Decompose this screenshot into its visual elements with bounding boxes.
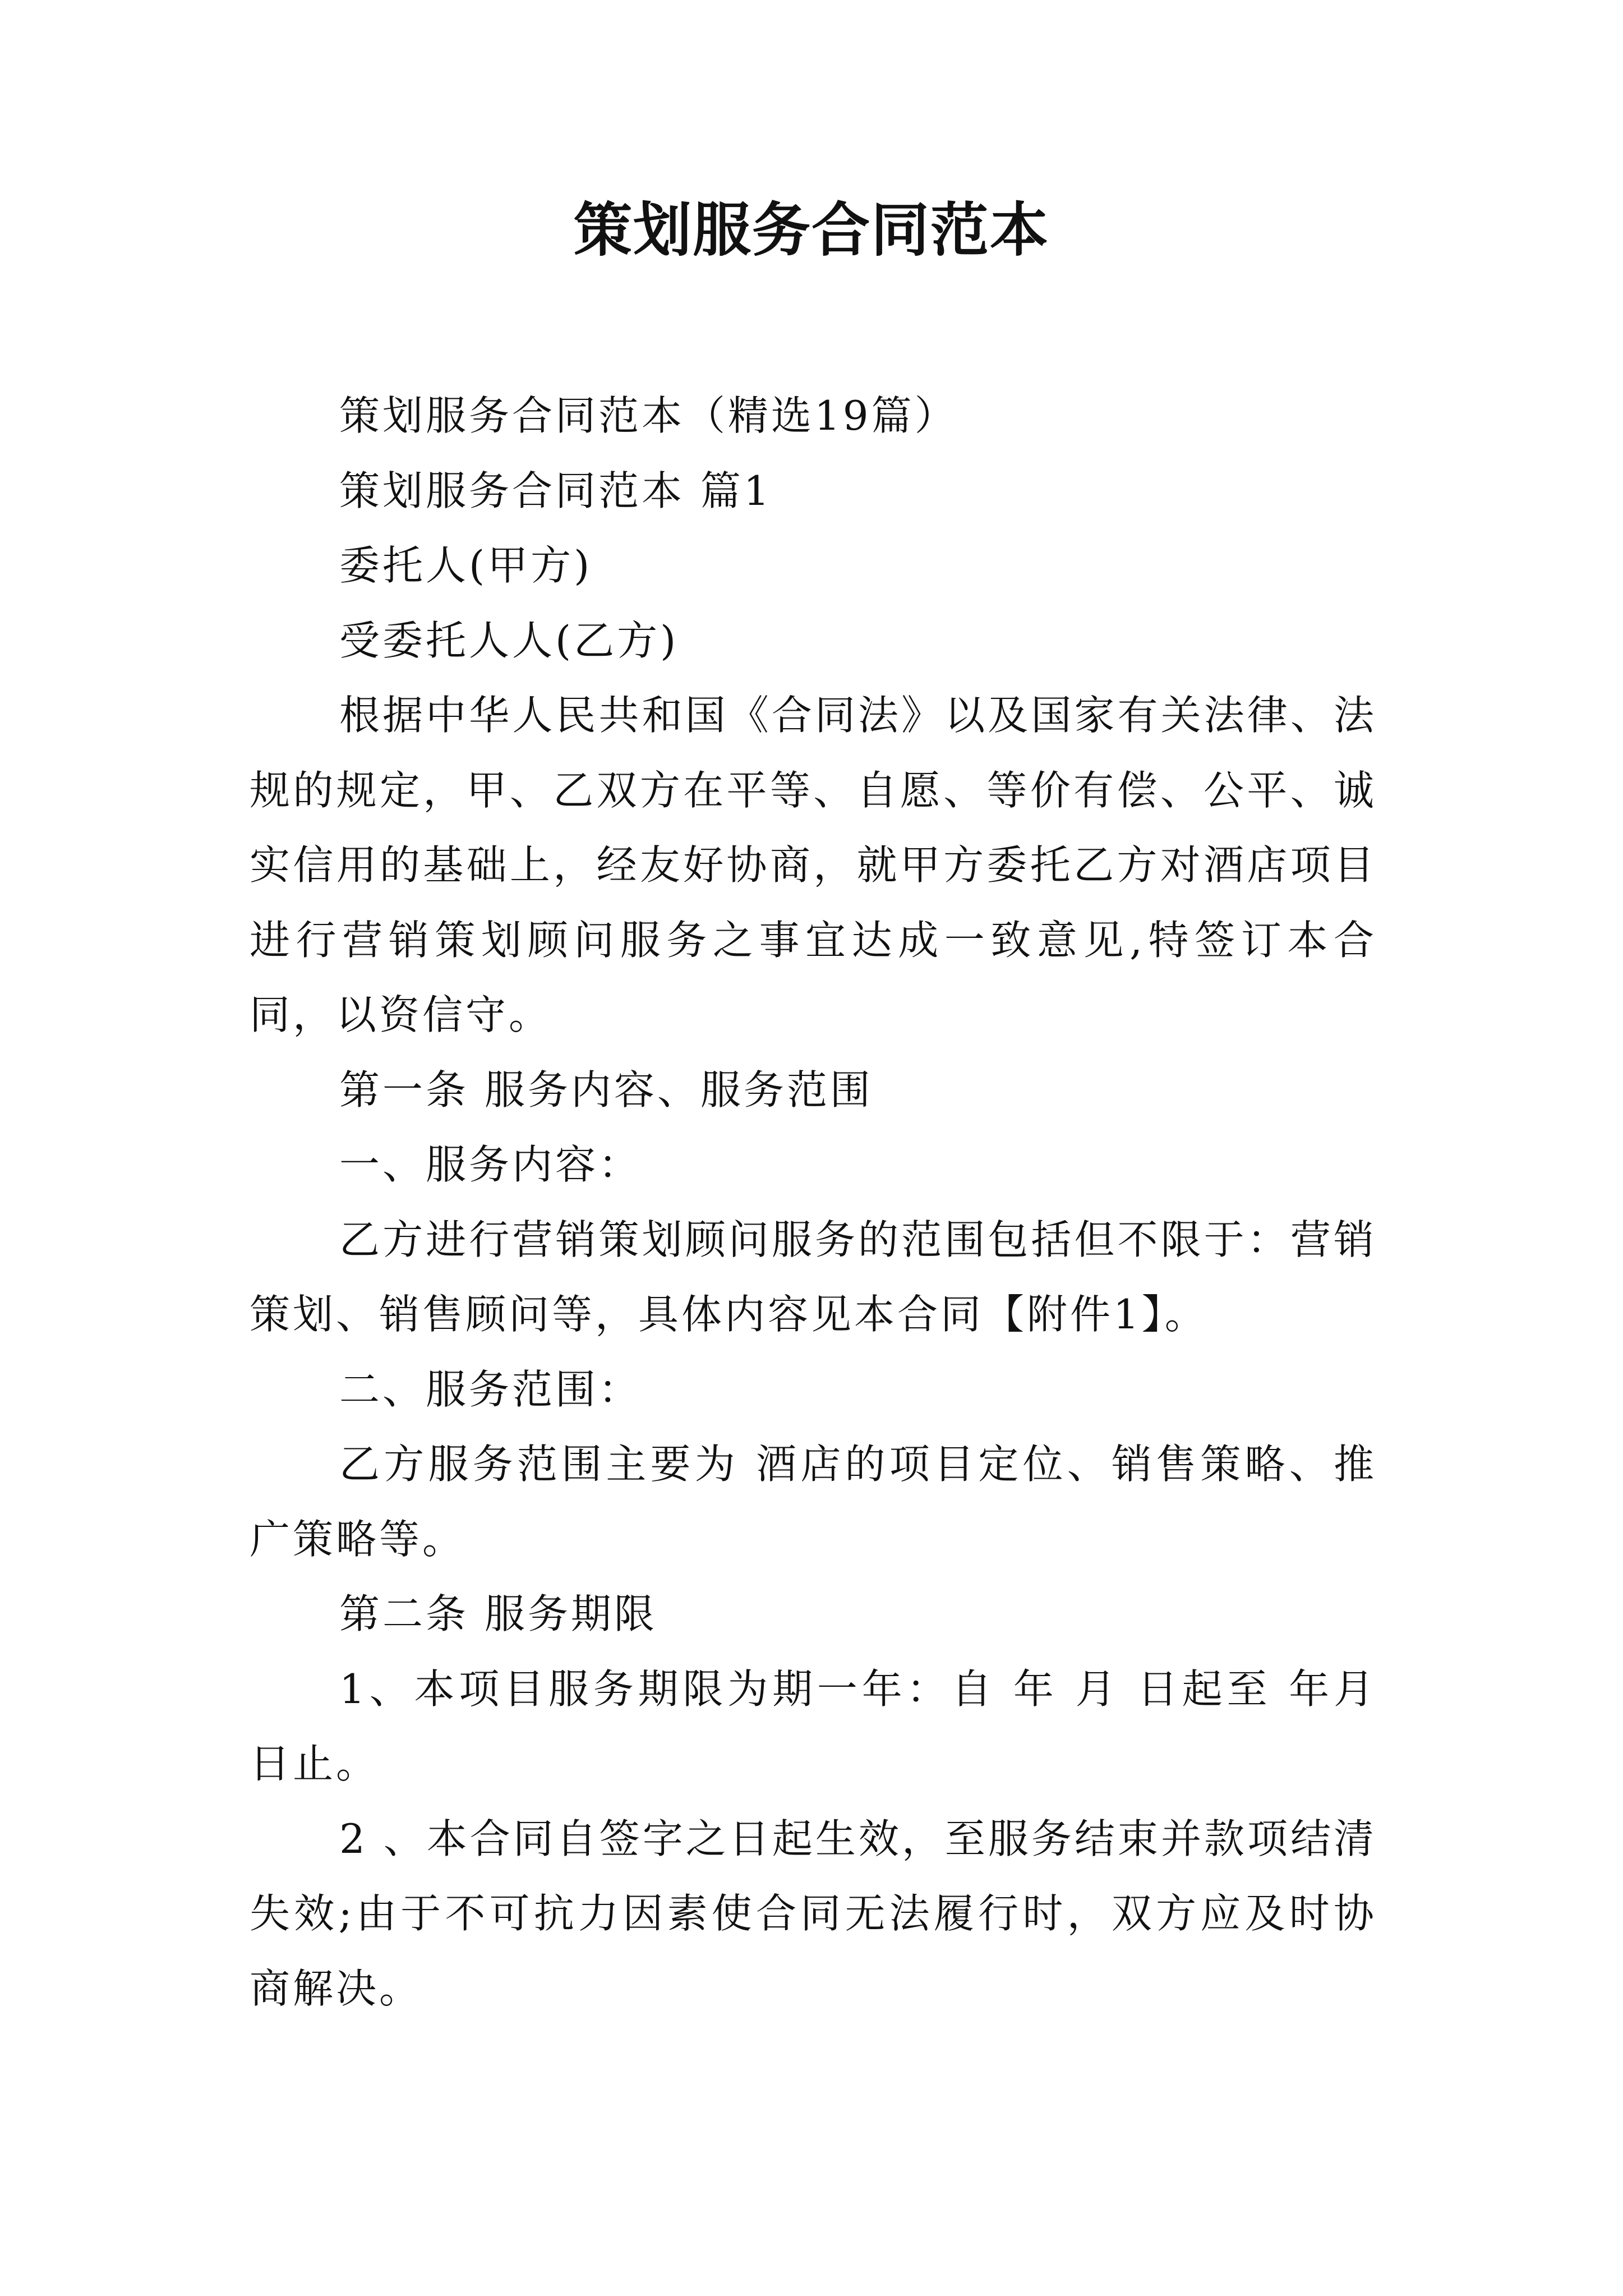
document-title: 策划服务合同范本 xyxy=(573,195,1049,264)
paragraph-article-1-heading: 第一条 服务内容、服务范围 xyxy=(339,1066,873,1114)
paragraph-preamble: 根据中华人民共和国《合同法》以及国家有关法律、法规的规定，甲、乙双方在平等、自愿、等价有偿、公平、诚实信用的基础上，经友好协商，就甲方委托乙方对酒店项目进行营销策划顾问服务之事宜达成一致意见,特签订本合同，以资信守。 xyxy=(250,692,1377,1038)
paragraph-service-content: 乙方进行营销策划顾问服务的范围包括但不限于：营销策划、销售顾问等，具体内容见本合同【附件1】。 xyxy=(250,1216,1377,1338)
paragraph-term-2: 2 、本合同自签字之日起生效，至服务结束并款项结清失效;由于不可抗力因素使合同无法履行时，双方应及时协商解决。 xyxy=(250,1815,1377,2012)
paragraph-collection-heading: 策划服务合同范本（精选19篇） xyxy=(339,392,958,439)
paragraph-article-2-heading: 第二条 服务期限 xyxy=(339,1590,657,1637)
paragraph-party-a: 委托人(甲方) xyxy=(339,542,593,589)
paragraph-term-1: 1、本项目服务期限为期一年：自 年 月 日起至 年月日止。 xyxy=(250,1665,1377,1787)
paragraph-service-scope-heading: 二、服务范围： xyxy=(339,1365,642,1413)
document-body xyxy=(250,379,1377,2026)
paragraph-party-b: 受委托人人(乙方) xyxy=(339,616,679,664)
paragraph-service-content-heading: 一、服务内容： xyxy=(339,1141,642,1188)
paragraph-section-heading: 策划服务合同范本 篇1 xyxy=(339,467,772,514)
paragraph-service-scope: 乙方服务范围主要为 酒店的项目定位、销售策略、推广策略等。 xyxy=(250,1441,1377,1563)
